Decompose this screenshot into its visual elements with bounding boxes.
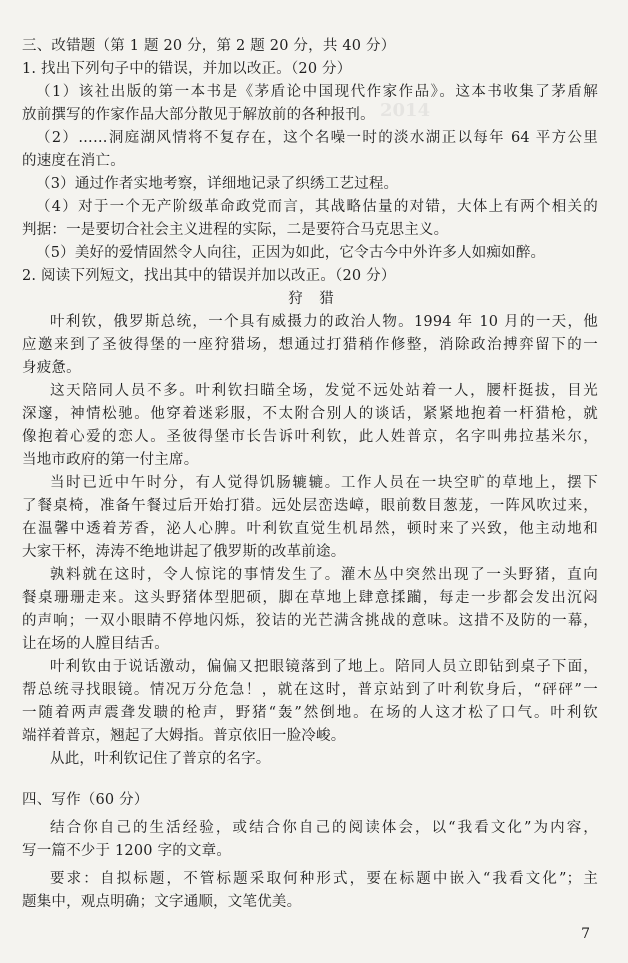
- question-2-prompt: 2. 阅读下列短文，找出其中的错误并加以改正。（20 分）: [22, 268, 396, 284]
- sentence-4-line-2: 判据：一是要切合社会主义进程的实际，二是要符合马克思主义。: [22, 222, 449, 238]
- passage-line: 像抱着心爱的恋人。圣彼得堡市长告诉叶利钦，此人姓普京，名字叫弗拉基米尔，: [22, 429, 598, 445]
- sentence-2-line-2: 的速度在消亡。: [22, 153, 125, 169]
- passage-line: 当地市政府的第一付主席。: [22, 452, 199, 468]
- sentence-3: （3）通过作者实地考察，详细地记录了织绣工艺过程。: [36, 176, 399, 192]
- sentence-1-line-1: （1）该社出版的第一本书是《茅盾论中国现代作家作品》。这本书收集了茅盾解: [36, 84, 598, 100]
- passage-line: 大家干杯，涛涛不绝地讲起了俄罗斯的改革前途。: [22, 544, 346, 560]
- section-3-heading: 三、改错题（第 1 题 20 分，第 2 题 20 分，共 40 分）: [22, 38, 396, 54]
- passage-line: 深邃，神情松驰。他穿着迷彩服，不太附合别人的谈话，紧紧地抱着一杆猎枪，就: [22, 406, 598, 422]
- sentence-4-line-1: （4）对于一个无产阶级革命政党而言，其战略估量的对错，大体上有两个相关的: [36, 199, 598, 215]
- passage-line: 端祥着普京，翘起了大姆指。普京依旧一脸冷峻。: [22, 728, 346, 744]
- passage-line: 的声响；一双小眼睛不停地闪烁，狡诘的光芒满含挑战的意味。这措不及防的一幕，: [22, 613, 598, 629]
- passage-line: 一随着两声震聋发聩的枪声，野猪“轰”然倒地。在场的人这才松了口气。叶利钦: [22, 705, 598, 721]
- passage-line: 了餐桌椅，准备午餐过后开始打猎。远处层峦迭嶂，眼前数目葱茏，一阵风吹过来，: [22, 498, 598, 514]
- passage-line: 在温馨中透着芳香，泌人心脾。叶利钦直觉生机昂然，顿时来了兴致，他主动地和: [22, 521, 598, 537]
- passage-line: 从此，叶利钦记住了普京的名字。: [50, 751, 271, 767]
- writing-requirements-line: 题集中，观点明确；文字通顺，文笔优美。: [22, 894, 302, 910]
- passage-line: 孰料就在这时，令人惊诧的事情发生了。灌木丛中突然出现了一头野猪，直向: [50, 567, 598, 583]
- passage-line: 餐桌珊珊走来。这头野猪体型肥硕，脚在草地上肆意揉躏，每走一步都会发出沉闷: [22, 590, 598, 606]
- section-4-heading: 四、写作（60 分）: [22, 792, 149, 808]
- sentence-1-line-2: 放前撰写的作家作品大部分散见于解放前的各种报刊。: [22, 107, 375, 123]
- sentence-2-line-1: （2）……洞庭湖风情将不复存在，这个名噪一时的淡水湖正以每年 64 平方公里: [36, 130, 598, 146]
- passage-line: 叶利钦，俄罗斯总统，一个具有威摄力的政治人物。1994 年 10 月的一天，他: [50, 314, 598, 330]
- writing-prompt-line: 写一篇不少于 1200 字的文章。: [22, 843, 232, 859]
- question-1-prompt: 1. 找出下列句子中的错误，并加以改正。（20 分）: [22, 61, 352, 77]
- passage-line: 让在场的人膛目结舌。: [22, 636, 169, 652]
- writing-prompt-line: 结合你自己的生活经验，或结合你自己的阅读体会，以“我看文化”为内容，: [50, 820, 598, 836]
- sentence-5: （5）美好的爱情固然令人向往，正因为如此，它令古今中外许多人如痴如醉。: [36, 245, 546, 261]
- passage-line: 这天陪同人员不多。叶利钦扫瞄全场，发觉不远处站着一人，腰杆挺拔，目光: [50, 383, 598, 399]
- passage-line: 叶利钦由于说话激动，偏偏又把眼镜落到了地上。陪同人员立即钻到桌子下面，: [50, 659, 598, 675]
- passage-line: 身疲惫。: [22, 360, 81, 376]
- passage-line: 帮总统寻找眼镜。情况万分危急！，就在这时，普京站到了叶利钦身后，“砰砰”一: [22, 682, 598, 698]
- passage-line: 当时已近中午时分，有人觉得饥肠辘辘。工作人员在一块空旷的草地上，摆下: [50, 475, 598, 491]
- bleed-through-mark: 2014: [380, 100, 431, 121]
- passage-line: 应邀来到了圣彼得堡的一座狩猎场，想通过打猎稍作修整，消除政治搏弈留下的一: [22, 337, 598, 353]
- writing-requirements-line: 要求：自拟标题，不管标题采取何种形式，要在标题中嵌入“我看文化”；主: [50, 871, 598, 887]
- passage-title: 狩 猎: [288, 291, 340, 307]
- page-number: 7: [581, 926, 590, 942]
